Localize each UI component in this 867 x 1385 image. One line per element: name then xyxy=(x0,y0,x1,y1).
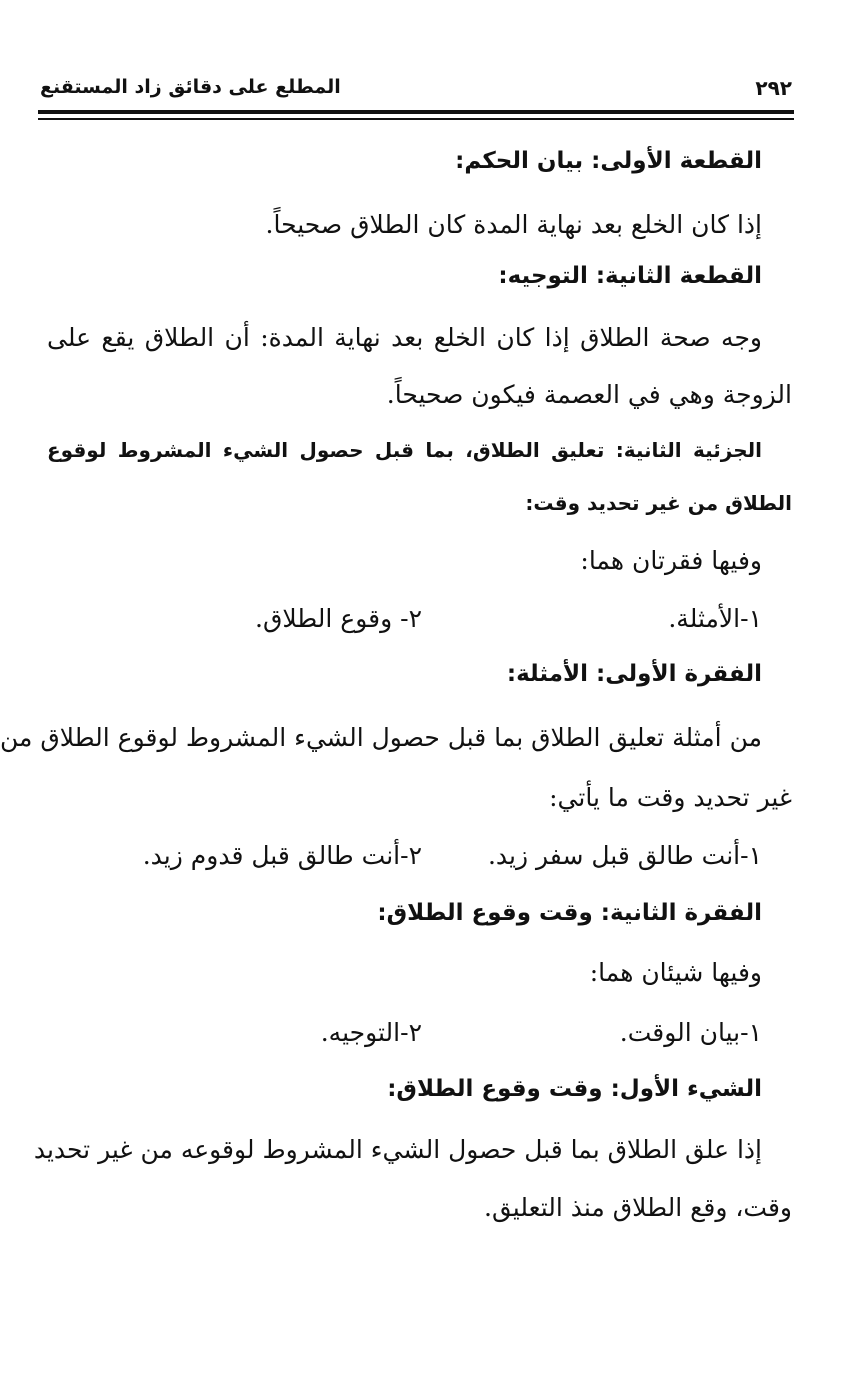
list-item: ١-الأمثلة. xyxy=(668,604,762,633)
list-item: ٢-التوجيه. xyxy=(320,1018,422,1047)
paragraph-line: وقت، وقع الطلاق منذ التعليق. xyxy=(484,1193,792,1222)
paragraph-line: غير تحديد وقت ما يأتي: xyxy=(549,783,792,812)
list-item: ٢-أنت طالق قبل قدوم زيد. xyxy=(142,841,422,870)
section-heading: القطعة الأولى: بيان الحكم: xyxy=(455,148,762,174)
subsection-heading: الجزئية الثانية: تعليق الطلاق، بما قبل حصول الشيء المشروط لوقوع xyxy=(47,438,762,462)
paragraph-line: وجه صحة الطلاق إذا كان الخلع بعد نهاية المدة: أن الطلاق يقع على xyxy=(47,323,762,352)
list-item: ١-بيان الوقت. xyxy=(619,1018,762,1047)
paragraph-line: إذا علق الطلاق بما قبل حصول الشيء المشروط لوقوعه من غير تحديد xyxy=(33,1135,762,1164)
header-rule-thick xyxy=(38,110,794,114)
subsection-heading: الطلاق من غير تحديد وقت: xyxy=(525,491,792,515)
header-rule-thin xyxy=(38,118,794,120)
paragraph-line: الزوجة وهي في العصمة فيكون صحيحاً. xyxy=(386,380,792,409)
page-header xyxy=(40,76,792,104)
paragraph-line: إذا كان الخلع بعد نهاية المدة كان الطلاق صحيحاً. xyxy=(265,210,762,239)
paragraph-line: وفيها فقرتان هما: xyxy=(580,546,762,575)
section-heading: الفقرة الثانية: وقت وقوع الطلاق: xyxy=(377,900,762,926)
list-item: ١-أنت طالق قبل سفر زيد. xyxy=(487,841,762,870)
paragraph-line: من أمثلة تعليق الطلاق بما قبل حصول الشيء المشروط لوقوع الطلاق من xyxy=(0,723,762,752)
running-title: المطلع على دقائق زاد المستقنع xyxy=(40,76,341,98)
section-heading: القطعة الثانية: التوجيه: xyxy=(498,263,762,289)
page-number: ٢٩٢ xyxy=(755,76,792,100)
section-heading: الشيء الأول: وقت وقوع الطلاق: xyxy=(387,1076,762,1102)
section-heading: الفقرة الأولى: الأمثلة: xyxy=(506,661,762,687)
paragraph-line: وفيها شيئان هما: xyxy=(589,958,762,987)
list-item: ٢- وقوع الطلاق. xyxy=(255,604,422,633)
